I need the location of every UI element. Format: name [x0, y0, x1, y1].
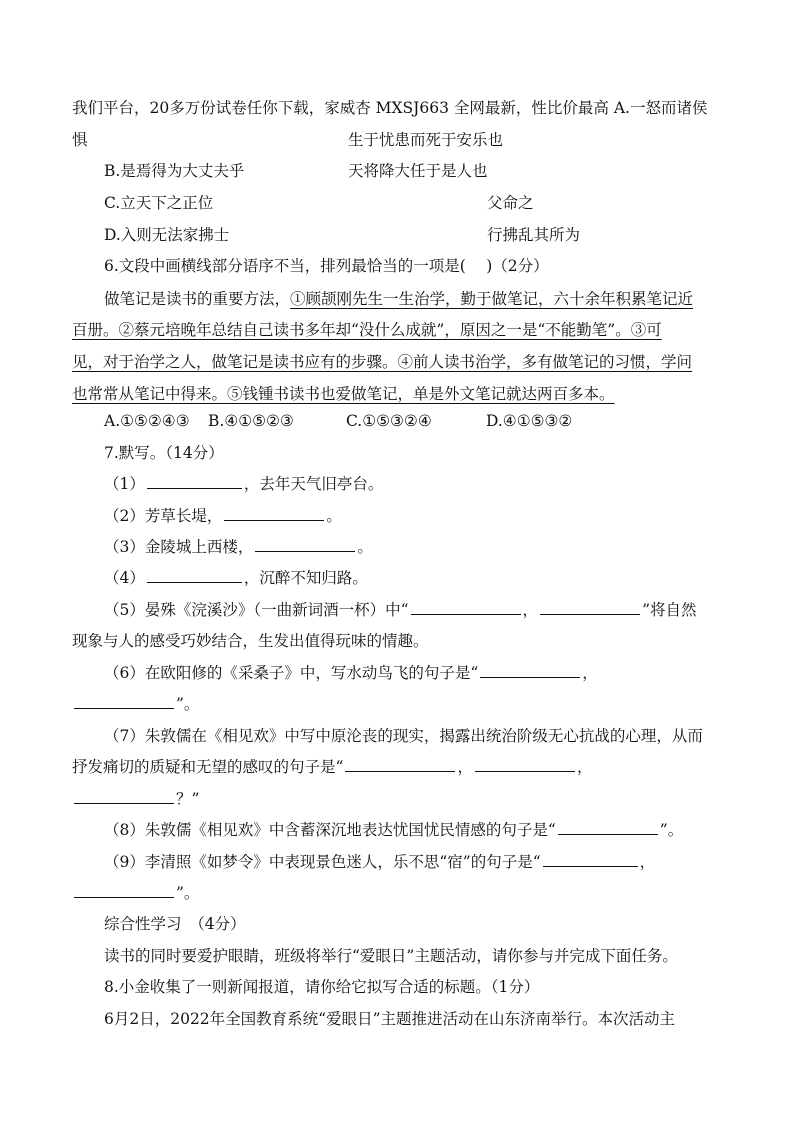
item-text: （9）李清照《如梦令》中表现景色迷人，乐不思“宿”的句子是“: [104, 853, 541, 871]
item-number: （4）: [104, 569, 145, 587]
answer-blank[interactable]: [255, 536, 355, 552]
q6-option-b: B.④①⑤②③: [208, 412, 294, 430]
q5-option-b-right: 天将降大任于是人也: [348, 162, 488, 180]
q7-item-9: [104, 851, 655, 873]
item-text-end: 。: [326, 507, 342, 525]
news-text: 6月2日，2022年全国教育系统“爱眼日”主题推进活动在山东济南举行。本次活动主: [104, 1010, 676, 1028]
q5-option-c-right: 父命之: [487, 194, 534, 212]
answer-blank[interactable]: [147, 473, 242, 489]
item-text: （3）金陵城上西楼，: [104, 538, 254, 556]
item-text-mid: ，: [639, 853, 656, 871]
comp-section-title: 综合性学习 （4分）: [104, 915, 246, 933]
item-text-mid: ，: [522, 601, 539, 619]
q6-passage-line1: [104, 288, 693, 310]
q7-item-7: （7）朱敦儒在《相见欢》中写中原沦丧的现实，揭露出统治阶级无心抗战的心理，从而: [104, 727, 703, 745]
answer-blank[interactable]: [543, 851, 638, 867]
q7-stem: 7.默写。（14分）: [104, 444, 224, 462]
q7-item-4: [104, 567, 368, 589]
item-text: 抒发痛切的质疑和无望的感叹的句子是“: [72, 758, 344, 776]
item-text: ，沉醉不知归路。: [243, 569, 368, 587]
q5-option-c-left: C.立天下之正位: [104, 194, 214, 212]
q7-item-6-cont: [72, 693, 199, 715]
q5-line1-tail: 惧: [72, 131, 88, 149]
item-text: （5）晏殊《浣溪沙》（一曲新词酒一杯）中“: [104, 601, 409, 619]
item-text: （2）芳草长堤，: [104, 507, 223, 525]
q7-item-8: [104, 819, 683, 841]
item-text: ，去年天气旧亭台。: [243, 475, 384, 493]
item-text-end: 。: [357, 538, 373, 556]
q7-item-1: [104, 473, 383, 495]
item-text-mid: ，: [582, 664, 598, 682]
q6-option-d: D.④①⑤③②: [486, 412, 573, 430]
q6-option-a: A.①⑤②④③: [104, 412, 190, 430]
item-text-end: ”将自然: [642, 601, 697, 619]
item-number: （1）: [104, 475, 145, 493]
answer-blank[interactable]: [480, 662, 580, 678]
answer-blank[interactable]: [411, 599, 521, 615]
answer-blank[interactable]: [475, 756, 575, 772]
q6-passage-plain: 做笔记是读书的重要方法，: [104, 290, 291, 308]
q5-option-b-left: B.是焉得为大丈夫乎: [104, 162, 245, 180]
answer-blank[interactable]: [74, 788, 174, 804]
q6-stem: 6.文段中画横线部分语序不当，排列最恰当的一项是( )（2分）: [104, 257, 549, 275]
q5-option-d-right: 行拂乱其所为: [487, 226, 581, 244]
item-text-mid: ，: [576, 758, 593, 776]
item-text-end: ？”: [176, 790, 200, 808]
q6-passage-underlined-1: ①顾颉刚先生一生治学，勤于做笔记，六十余年积累笔记近: [290, 290, 694, 308]
answer-blank[interactable]: [345, 756, 455, 772]
q6-passage-underlined-3: 见，对于治学之人，做笔记是读书应有的步骤。④前人读书治学，多有做笔记的习惯，学问: [72, 353, 693, 371]
item-text-end: ”。: [176, 884, 200, 902]
answer-blank[interactable]: [74, 882, 174, 898]
answer-blank[interactable]: [224, 505, 324, 521]
q6-option-c: C.①⑤③②④: [346, 412, 432, 430]
answer-blank[interactable]: [74, 693, 174, 709]
q7-item-5: [104, 599, 697, 621]
answer-blank[interactable]: [147, 567, 242, 583]
comp-intro: 读书的同时要爱护眼睛，班级将举行“爱眼日”主题活动，请你参与并完成下面任务。: [104, 947, 678, 965]
q7-item-7-cont: [72, 756, 592, 778]
q7-item-2: [104, 505, 342, 527]
q7-item-7-cont2: [72, 788, 199, 810]
q7-item-9-cont: [72, 882, 199, 904]
item-text-end: ”。: [176, 695, 200, 713]
q7-item-3: [104, 536, 373, 558]
q8-stem: 8.小金收集了一则新闻报道，请你给它拟写合适的标题。（1分）: [104, 978, 540, 996]
q7-item-6: [104, 662, 598, 684]
q5-option-a-right: 生于忧患而死于安乐也: [348, 131, 504, 149]
item-text-end: ”。: [659, 821, 684, 839]
answer-blank[interactable]: [558, 819, 658, 835]
q5-line1: 我们平台，20多万份试卷任你下载，家威杏 MXSJ663 全网最新，性比价最高 A.一怒而诸侯: [72, 99, 708, 117]
q6-passage-underlined-4: 也常常从笔记中得来。⑤钱锺书读书也爱做笔记，单是外文笔记就达两百多本。: [72, 385, 615, 403]
q7-item-5-cont: 现象与人的感受巧妙结合，生发出值得玩味的情趣。: [72, 632, 429, 650]
q5-option-d-left: D.入则无法家拂士: [104, 226, 230, 244]
item-text: （6）在欧阳修的《采桑子》中，写水动鸟飞的句子是“: [104, 664, 479, 682]
item-text-mid: ，: [457, 758, 473, 776]
item-text: （8）朱敦儒《相见欢》中含蓄深沉地表达忧国忧民情感的句子是“: [104, 821, 556, 839]
answer-blank[interactable]: [540, 599, 640, 615]
q6-passage-underlined-2: 百册。②蔡元培晚年总结自己读书多年却“没什么成就”，原因之一是“不能勤笔”。③可: [72, 321, 662, 339]
